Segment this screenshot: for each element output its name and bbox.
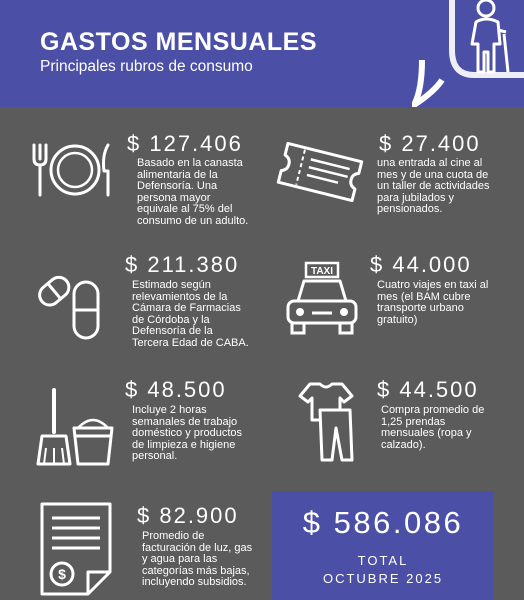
- amount-cleaning: $ 48.500: [125, 377, 227, 402]
- pills-icon: [32, 268, 102, 340]
- elderly-person-icon: [412, 0, 524, 107]
- desc-medicine: Estimado según relevamientos de la Cámara de Farmacias de Córdoba y la Defensoría de la Tercera Edad de CABA.: [132, 279, 249, 349]
- amount-transport: $ 44.000: [370, 252, 472, 277]
- desc-utilities: Promedio de facturación de luz, gas y agua para las categorías más bajas, incluyendo subsidios.: [142, 530, 253, 588]
- desc-leisure: una entrada al cine al mes y de una cuota de un taller de actividades para jubilados y pensionados.: [377, 157, 490, 215]
- amount-clothing: $ 44.500: [377, 377, 479, 402]
- taxi-sign-label: TAXI: [310, 266, 334, 277]
- total-label: TOTAL: [357, 553, 409, 568]
- total-date: OCTUBRE 2025: [322, 571, 444, 586]
- svg-text:$: $: [58, 566, 66, 582]
- total-amount: $ 586.086: [302, 505, 464, 540]
- bill-document-icon: [38, 500, 114, 596]
- header-banner: [0, 0, 524, 107]
- amount-utilities: $ 82.900: [137, 503, 239, 528]
- amount-food: $ 127.406: [127, 131, 243, 156]
- clothes-icon: [296, 380, 356, 462]
- total-box: [272, 491, 494, 600]
- taxi-icon: [284, 261, 360, 335]
- amount-medicine: $ 211.380: [125, 252, 240, 277]
- desc-food: Basado en la canasta alimentaria de la Defensoría. Una persona mayor equivale al 75% del consumo de un adulto.: [137, 157, 249, 227]
- amount-leisure: $ 27.400: [379, 131, 481, 156]
- plate-cutlery-icon: [30, 141, 116, 197]
- ticket-icon: [276, 140, 364, 204]
- page-title: GASTOS MENSUALES: [40, 28, 318, 56]
- desc-transport: Cuatro viajes en taxi al mes (el BAM cubre transporte urbano gratuito): [377, 279, 489, 326]
- page-subtitle: Principales rubros de consumo: [40, 58, 253, 75]
- broom-bucket-icon: [36, 388, 116, 468]
- desc-clothing: Compra promedio de 1,25 prendas mensuales (ropa y calzado).: [381, 404, 485, 451]
- desc-cleaning: Incluye 2 horas semanales de trabajo doméstico y productos de limpieza e higiene personal.: [132, 404, 243, 462]
